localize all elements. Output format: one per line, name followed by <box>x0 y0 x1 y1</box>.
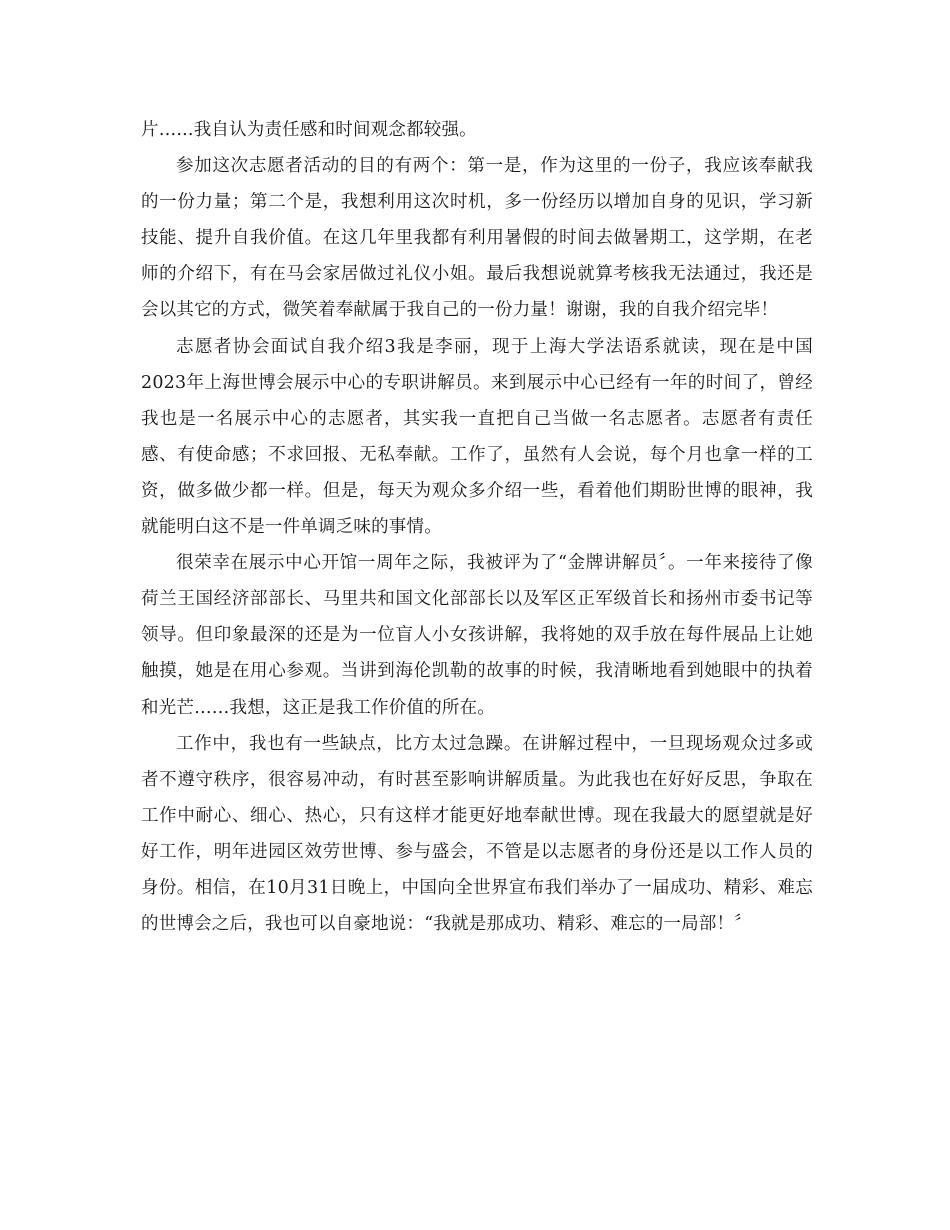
paragraph-shortcomings-and-wishes: 工作中，我也有一些缺点，比方太过急躁。在讲解过程中，一旦现场观众过多或者不遵守秩序，很容易冲动，有时甚至影响讲解质量。为此我也在好好反思，争取在工作中耐心、细心、热心，只有这样才能更好地奉献世博。现在我最大的愿望就是好好工作，明年进园区效劳世博、参与盛会，不管是以志愿者的身份还是以工作人员的身份。相信，在10月31日晚上，中国向全世界宣布我们举办了一届成功、精彩、难忘的世博会之后，我也可以自豪地说：“我就是那成功、精彩、难忘的一局部！〞 <box>141 733 813 935</box>
paragraph-gold-guide-award: 很荣幸在展示中心开馆一周年之际，我被评为了“金牌讲解员〞。一年来接待了像荷兰王国经济部部长、马里共和国文化部部长以及军区正军级首长和扬州市委书记等领导。但印象最深的还是为一位盲人小女孩讲解，我将她的双手放在每件展品上让她触摸，她是在用心参观。当讲到海伦凯勒的故事的时候，我清晰地看到她眼中的执着和光芒……我想，这正是我工作价值的所在。 <box>141 553 813 718</box>
paragraph-volunteer-purpose: 参加这次志愿者活动的目的有两个：第一是，作为这里的一份子，我应该奉献我的一份力量；第二个是，我想利用这次时机，多一份经历以增加自身的见识，学习新技能、提升自我价值。在这几年里我都有利用暑假的时间去做暑期工，这学期，在老师的介绍下，有在马会家居做过礼仪小姐。最后我想说就算考核我无法通过，我还是会以其它的方式，微笑着奉献属于我自己的一份力量！谢谢，我的自我介绍完毕！ <box>141 156 813 321</box>
document-body <box>141 112 813 942</box>
paragraph-self-introduction-3: 志愿者协会面试自我介绍3我是李丽，现于上海大学法语系就读，现在是中国2023年上海世博会展示中心的专职讲解员。来到展示中心已经有一年的时间了，曾经我也是一名展示中心的志愿者，其实我一直把自己当做一名志愿者。志愿者有责任感、有使命感；不求回报、无私奉献。工作了，虽然有人会说，每个月也拿一样的工资，做多做少都一样。但是，每天为观众多介绍一些，看着他们期盼世博的眼神，我就能明白这不是一件单调乏味的事情。 <box>141 336 813 538</box>
paragraph-continuation: 片…...我自认为责任感和时间观念都较强。 <box>141 120 477 140</box>
